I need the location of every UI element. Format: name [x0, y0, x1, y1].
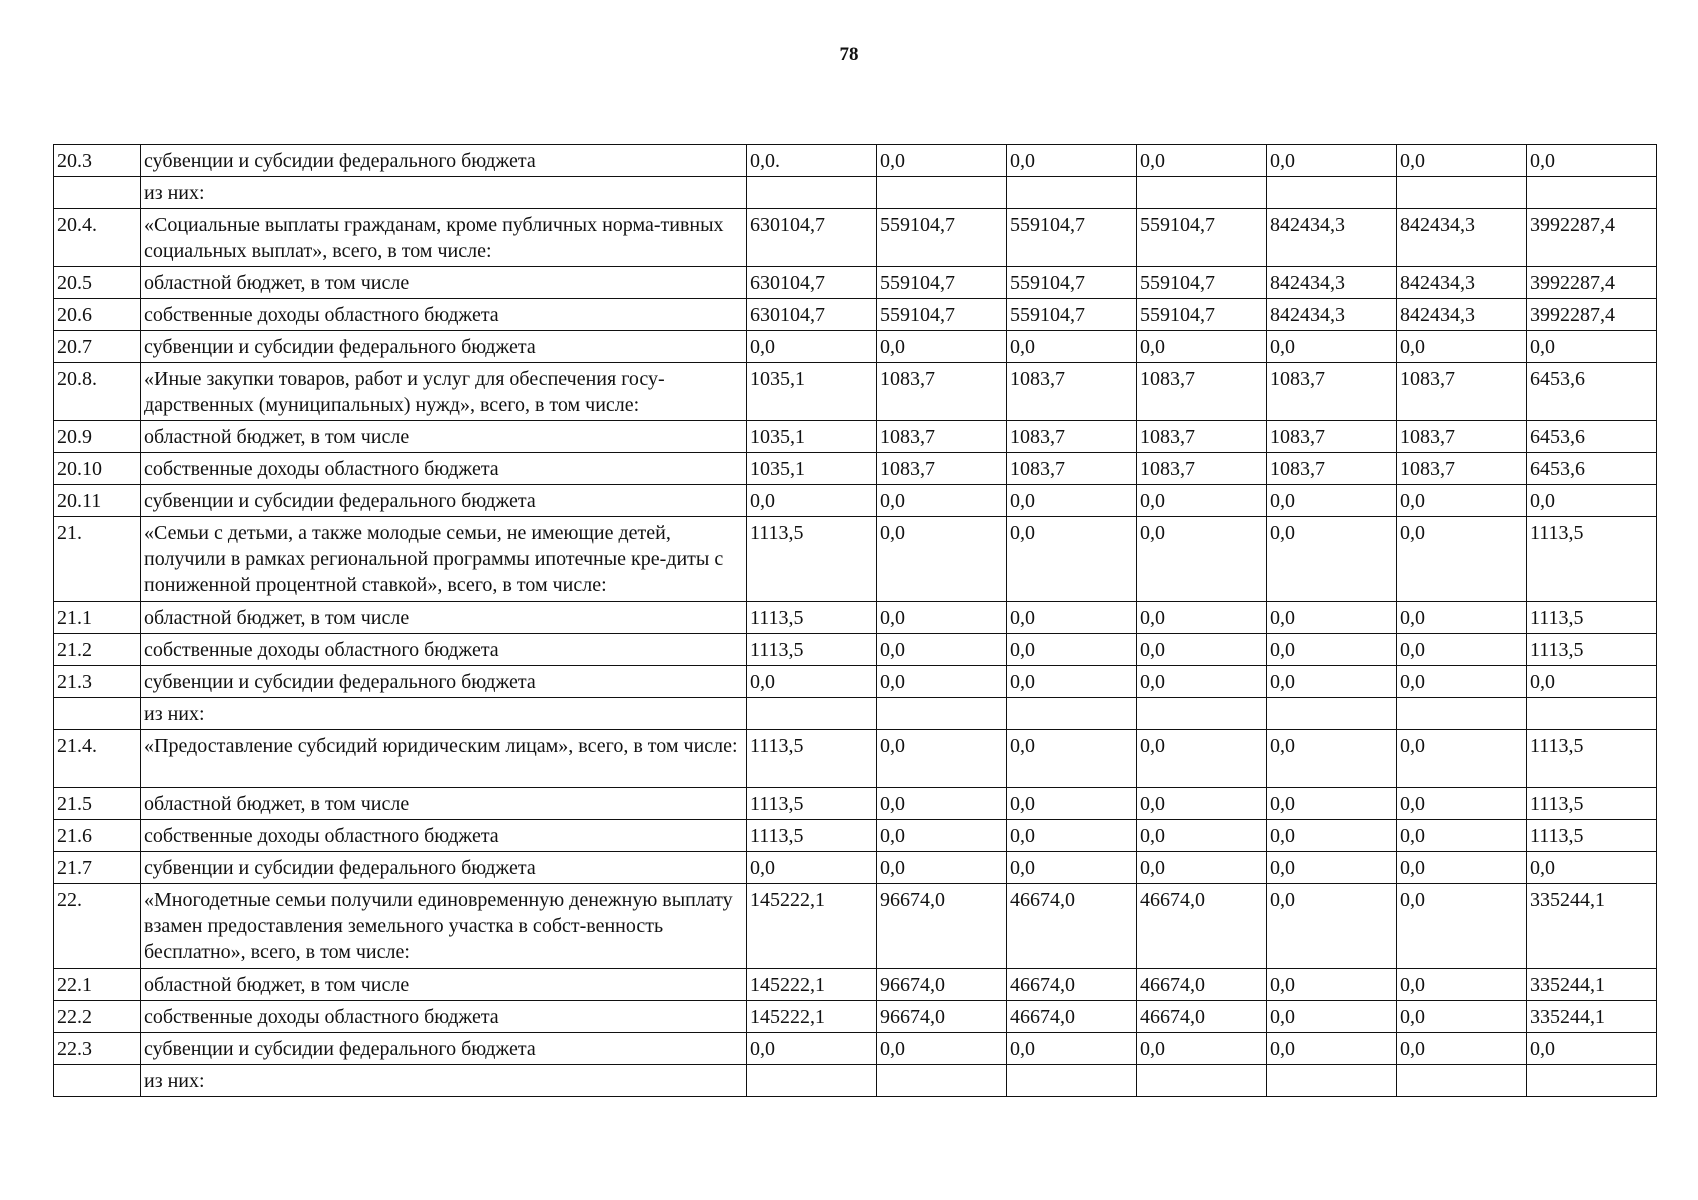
value-cell: 1083,7	[1137, 363, 1267, 421]
row-name-cell: из них:	[141, 698, 747, 730]
value-cell: 335244,1	[1527, 969, 1657, 1001]
row-name-cell: областной бюджет, в том числе	[141, 267, 747, 299]
value-cell: 0,0	[1397, 969, 1527, 1001]
row-name-cell: собственные доходы областного бюджета	[141, 453, 747, 485]
value-cell: 96674,0	[877, 884, 1007, 969]
table-row	[54, 177, 1657, 209]
value-cell: 0,0	[1007, 666, 1137, 698]
table-row	[54, 698, 1657, 730]
row-name-cell: субвенции и субсидии федерального бюджета	[141, 666, 747, 698]
table-row	[54, 485, 1657, 517]
row-number-cell: 21.4.	[54, 730, 141, 788]
value-cell: 1083,7	[1397, 421, 1527, 453]
value-cell: 46674,0	[1007, 1001, 1137, 1033]
row-name-cell: из них:	[141, 1065, 747, 1097]
value-cell: 1083,7	[1137, 421, 1267, 453]
table-row	[54, 730, 1657, 788]
row-number-cell: 20.11	[54, 485, 141, 517]
value-cell: 0,0	[1137, 517, 1267, 602]
value-cell: 335244,1	[1527, 884, 1657, 969]
value-cell: 1035,1	[747, 453, 877, 485]
value-cell: 1113,5	[1527, 602, 1657, 634]
value-cell: 1113,5	[747, 730, 877, 788]
value-cell: 0,0	[1267, 602, 1397, 634]
row-name-cell: субвенции и субсидии федерального бюджета	[141, 331, 747, 363]
value-cell: 0,0	[1267, 884, 1397, 969]
table-row	[54, 1001, 1657, 1033]
value-cell: 0,0	[1007, 852, 1137, 884]
value-cell	[1267, 698, 1397, 730]
value-cell: 0,0	[1137, 485, 1267, 517]
value-cell: 1113,5	[1527, 730, 1657, 788]
value-cell: 1113,5	[747, 634, 877, 666]
table-row	[54, 1065, 1657, 1097]
value-cell: 0,0	[1527, 331, 1657, 363]
row-name-cell: «Многодетные семьи получили единовременную денежную выплату взамен предоставления земельного участка в собст-венность бесплатно», всего, в том числе:	[141, 884, 747, 969]
value-cell: 0,0	[877, 788, 1007, 820]
value-cell: 1083,7	[1007, 421, 1137, 453]
value-cell: 0,0	[877, 485, 1007, 517]
row-number-cell: 22.2	[54, 1001, 141, 1033]
page-number: 78	[839, 44, 859, 65]
row-name-cell: собственные доходы областного бюджета	[141, 634, 747, 666]
value-cell: 0,0	[747, 485, 877, 517]
value-cell: 630104,7	[747, 267, 877, 299]
row-name-cell: областной бюджет, в том числе	[141, 602, 747, 634]
value-cell	[1137, 1065, 1267, 1097]
value-cell: 0,0	[1397, 634, 1527, 666]
value-cell: 3992287,4	[1527, 299, 1657, 331]
table-row	[54, 209, 1657, 267]
value-cell: 0,0	[1267, 969, 1397, 1001]
value-cell: 1113,5	[1527, 788, 1657, 820]
value-cell: 0,0	[877, 820, 1007, 852]
table-row	[54, 421, 1657, 453]
row-number-cell: 20.5	[54, 267, 141, 299]
row-name-cell: «Предоставление субсидий юридическим лицам», всего, в том числе:	[141, 730, 747, 788]
value-cell: 0,0	[1267, 634, 1397, 666]
table-row	[54, 363, 1657, 421]
value-cell: 1113,5	[747, 602, 877, 634]
value-cell: 0,0	[1137, 852, 1267, 884]
value-cell	[1137, 698, 1267, 730]
value-cell: 46674,0	[1007, 969, 1137, 1001]
value-cell: 3992287,4	[1527, 209, 1657, 267]
value-cell: 1035,1	[747, 421, 877, 453]
value-cell: 0,0	[1267, 1001, 1397, 1033]
table-row	[54, 820, 1657, 852]
value-cell: 0,0	[1007, 602, 1137, 634]
value-cell: 0,0	[747, 1033, 877, 1065]
value-cell: 559104,7	[1007, 267, 1137, 299]
row-name-cell: «Иные закупки товаров, работ и услуг для обеспечения госу-дарственных (муниципальных) нужд», всего, в том числе:	[141, 363, 747, 421]
value-cell: 96674,0	[877, 969, 1007, 1001]
value-cell: 0,0	[877, 634, 1007, 666]
value-cell: 0,0	[1397, 788, 1527, 820]
value-cell: 1113,5	[1527, 634, 1657, 666]
value-cell: 1113,5	[1527, 820, 1657, 852]
value-cell: 335244,1	[1527, 1001, 1657, 1033]
value-cell: 0,0	[1397, 884, 1527, 969]
row-name-cell: собственные доходы областного бюджета	[141, 1001, 747, 1033]
value-cell: 0,0	[1137, 145, 1267, 177]
budget-table	[53, 144, 1657, 1097]
value-cell: 0,0	[1007, 730, 1137, 788]
value-cell	[1527, 177, 1657, 209]
value-cell: 1083,7	[1267, 421, 1397, 453]
row-number-cell: 20.7	[54, 331, 141, 363]
value-cell: 0,0	[1267, 1033, 1397, 1065]
row-number-cell: 22.1	[54, 969, 141, 1001]
value-cell: 0,0	[1397, 517, 1527, 602]
row-number-cell: 21.6	[54, 820, 141, 852]
value-cell: 6453,6	[1527, 363, 1657, 421]
value-cell	[1527, 1065, 1657, 1097]
value-cell	[1007, 177, 1137, 209]
row-number-cell: 21.7	[54, 852, 141, 884]
value-cell: 46674,0	[1137, 969, 1267, 1001]
value-cell: 0,0	[1397, 666, 1527, 698]
value-cell: 96674,0	[877, 1001, 1007, 1033]
row-number-cell: 21.3	[54, 666, 141, 698]
value-cell: 1113,5	[747, 788, 877, 820]
value-cell: 842434,3	[1267, 209, 1397, 267]
value-cell: 1083,7	[877, 421, 1007, 453]
row-number-cell: 20.6	[54, 299, 141, 331]
value-cell: 1083,7	[1267, 453, 1397, 485]
value-cell: 0,0	[1267, 820, 1397, 852]
row-name-cell: субвенции и субсидии федерального бюджета	[141, 1033, 747, 1065]
value-cell: 1083,7	[877, 363, 1007, 421]
value-cell: 0,0	[1527, 1033, 1657, 1065]
value-cell: 0,0	[1007, 1033, 1137, 1065]
value-cell: 0,0	[1267, 145, 1397, 177]
value-cell: 1083,7	[1137, 453, 1267, 485]
value-cell: 559104,7	[877, 299, 1007, 331]
row-name-cell: областной бюджет, в том числе	[141, 969, 747, 1001]
value-cell	[1267, 1065, 1397, 1097]
value-cell: 0,0	[1267, 331, 1397, 363]
table-row	[54, 299, 1657, 331]
value-cell: 842434,3	[1267, 299, 1397, 331]
value-cell: 0,0	[747, 331, 877, 363]
value-cell: 1083,7	[877, 453, 1007, 485]
value-cell: 145222,1	[747, 969, 877, 1001]
value-cell: 1083,7	[1267, 363, 1397, 421]
value-cell: 0,0	[877, 331, 1007, 363]
value-cell: 842434,3	[1397, 299, 1527, 331]
value-cell: 0,0	[1137, 602, 1267, 634]
row-number-cell: 20.4.	[54, 209, 141, 267]
table-row	[54, 602, 1657, 634]
table-row	[54, 453, 1657, 485]
value-cell: 0,0	[1137, 666, 1267, 698]
value-cell: 0,0	[1527, 666, 1657, 698]
value-cell: 3992287,4	[1527, 267, 1657, 299]
row-number-cell: 20.8.	[54, 363, 141, 421]
value-cell: 0,0	[1007, 485, 1137, 517]
value-cell: 0,0	[747, 852, 877, 884]
value-cell: 1083,7	[1007, 363, 1137, 421]
value-cell: 559104,7	[1007, 299, 1137, 331]
value-cell: 0,0	[1527, 145, 1657, 177]
value-cell: 1035,1	[747, 363, 877, 421]
value-cell: 559104,7	[1137, 267, 1267, 299]
value-cell: 6453,6	[1527, 421, 1657, 453]
value-cell: 0,0	[1397, 602, 1527, 634]
value-cell: 0,0	[1397, 485, 1527, 517]
value-cell: 0,0	[1397, 1001, 1527, 1033]
row-number-cell: 20.3	[54, 145, 141, 177]
value-cell: 46674,0	[1137, 884, 1267, 969]
row-number-cell: 21.1	[54, 602, 141, 634]
row-number-cell: 21.2	[54, 634, 141, 666]
value-cell: 842434,3	[1397, 267, 1527, 299]
value-cell: 0,0	[1137, 730, 1267, 788]
value-cell: 0,0	[1007, 820, 1137, 852]
value-cell: 630104,7	[747, 299, 877, 331]
value-cell	[877, 698, 1007, 730]
value-cell: 0,0	[877, 145, 1007, 177]
row-number-cell: 22.3	[54, 1033, 141, 1065]
value-cell	[1267, 177, 1397, 209]
row-number-cell	[54, 177, 141, 209]
value-cell: 1113,5	[747, 820, 877, 852]
value-cell: 1083,7	[1397, 363, 1527, 421]
value-cell: 0,0	[877, 602, 1007, 634]
value-cell: 0,0	[1267, 517, 1397, 602]
row-number-cell	[54, 1065, 141, 1097]
value-cell: 0,0	[1137, 331, 1267, 363]
value-cell: 1083,7	[1397, 453, 1527, 485]
row-number-cell: 21.5	[54, 788, 141, 820]
row-number-cell: 20.10	[54, 453, 141, 485]
table-row	[54, 884, 1657, 969]
value-cell: 0,0	[1397, 852, 1527, 884]
value-cell: 0,0	[1267, 788, 1397, 820]
row-name-cell: собственные доходы областного бюджета	[141, 299, 747, 331]
value-cell	[1527, 698, 1657, 730]
value-cell	[877, 1065, 1007, 1097]
table-row	[54, 634, 1657, 666]
value-cell: 559104,7	[877, 267, 1007, 299]
value-cell: 0,0	[1397, 145, 1527, 177]
value-cell: 0,0	[1397, 820, 1527, 852]
table-row	[54, 145, 1657, 177]
value-cell: 0,0	[1267, 730, 1397, 788]
value-cell: 0,0	[1527, 852, 1657, 884]
value-cell	[1397, 177, 1527, 209]
value-cell: 0,0	[1007, 517, 1137, 602]
table-row	[54, 788, 1657, 820]
value-cell: 0,0	[877, 517, 1007, 602]
value-cell: 46674,0	[1137, 1001, 1267, 1033]
table-row	[54, 852, 1657, 884]
table-row	[54, 517, 1657, 602]
row-name-cell: областной бюджет, в том числе	[141, 421, 747, 453]
row-name-cell: собственные доходы областного бюджета	[141, 820, 747, 852]
value-cell: 0,0	[1007, 788, 1137, 820]
value-cell: 0,0	[1007, 634, 1137, 666]
value-cell: 0,0	[1527, 485, 1657, 517]
value-cell: 0,0	[877, 730, 1007, 788]
value-cell: 0,0	[877, 1033, 1007, 1065]
value-cell	[747, 1065, 877, 1097]
value-cell: 0,0	[1137, 788, 1267, 820]
value-cell: 0,0	[877, 666, 1007, 698]
value-cell: 145222,1	[747, 1001, 877, 1033]
value-cell	[1397, 698, 1527, 730]
value-cell: 559104,7	[1137, 209, 1267, 267]
value-cell: 630104,7	[747, 209, 877, 267]
table-row	[54, 1033, 1657, 1065]
value-cell: 0,0	[1397, 331, 1527, 363]
value-cell: 1083,7	[1007, 453, 1137, 485]
value-cell: 0,0	[1007, 331, 1137, 363]
value-cell: 0,0	[1137, 820, 1267, 852]
row-number-cell	[54, 698, 141, 730]
row-name-cell: из них:	[141, 177, 747, 209]
value-cell	[747, 698, 877, 730]
table-row	[54, 969, 1657, 1001]
table-row	[54, 267, 1657, 299]
row-number-cell: 22.	[54, 884, 141, 969]
value-cell	[1007, 698, 1137, 730]
row-number-cell: 20.9	[54, 421, 141, 453]
value-cell: 0,0	[1007, 145, 1137, 177]
table-row	[54, 331, 1657, 363]
value-cell: 0,0.	[747, 145, 877, 177]
row-name-cell: «Социальные выплаты гражданам, кроме публичных норма-тивных социальных выплат», всего, в том числе:	[141, 209, 747, 267]
row-name-cell: субвенции и субсидии федерального бюджета	[141, 485, 747, 517]
value-cell: 0,0	[747, 666, 877, 698]
value-cell: 0,0	[1267, 666, 1397, 698]
value-cell	[1137, 177, 1267, 209]
row-name-cell: субвенции и субсидии федерального бюджета	[141, 145, 747, 177]
value-cell: 0,0	[1397, 730, 1527, 788]
value-cell: 0,0	[1267, 485, 1397, 517]
table-row	[54, 666, 1657, 698]
value-cell: 0,0	[1137, 1033, 1267, 1065]
value-cell	[747, 177, 877, 209]
value-cell: 559104,7	[1007, 209, 1137, 267]
value-cell	[877, 177, 1007, 209]
value-cell: 1113,5	[1527, 517, 1657, 602]
value-cell: 0,0	[877, 852, 1007, 884]
value-cell: 46674,0	[1007, 884, 1137, 969]
value-cell	[1397, 1065, 1527, 1097]
value-cell: 6453,6	[1527, 453, 1657, 485]
row-number-cell: 21.	[54, 517, 141, 602]
value-cell: 842434,3	[1397, 209, 1527, 267]
row-name-cell: субвенции и субсидии федерального бюджета	[141, 852, 747, 884]
value-cell: 559104,7	[877, 209, 1007, 267]
value-cell: 842434,3	[1267, 267, 1397, 299]
value-cell	[1007, 1065, 1137, 1097]
value-cell: 559104,7	[1137, 299, 1267, 331]
value-cell: 1113,5	[747, 517, 877, 602]
value-cell: 0,0	[1397, 1033, 1527, 1065]
row-name-cell: областной бюджет, в том числе	[141, 788, 747, 820]
value-cell: 0,0	[1137, 634, 1267, 666]
row-name-cell: «Семьи с детьми, а также молодые семьи, не имеющие детей, получили в рамках региональной программы ипотечные кре-диты с пониженной процентной ставкой», всего, в том числе:	[141, 517, 747, 602]
value-cell: 0,0	[1267, 852, 1397, 884]
value-cell: 145222,1	[747, 884, 877, 969]
